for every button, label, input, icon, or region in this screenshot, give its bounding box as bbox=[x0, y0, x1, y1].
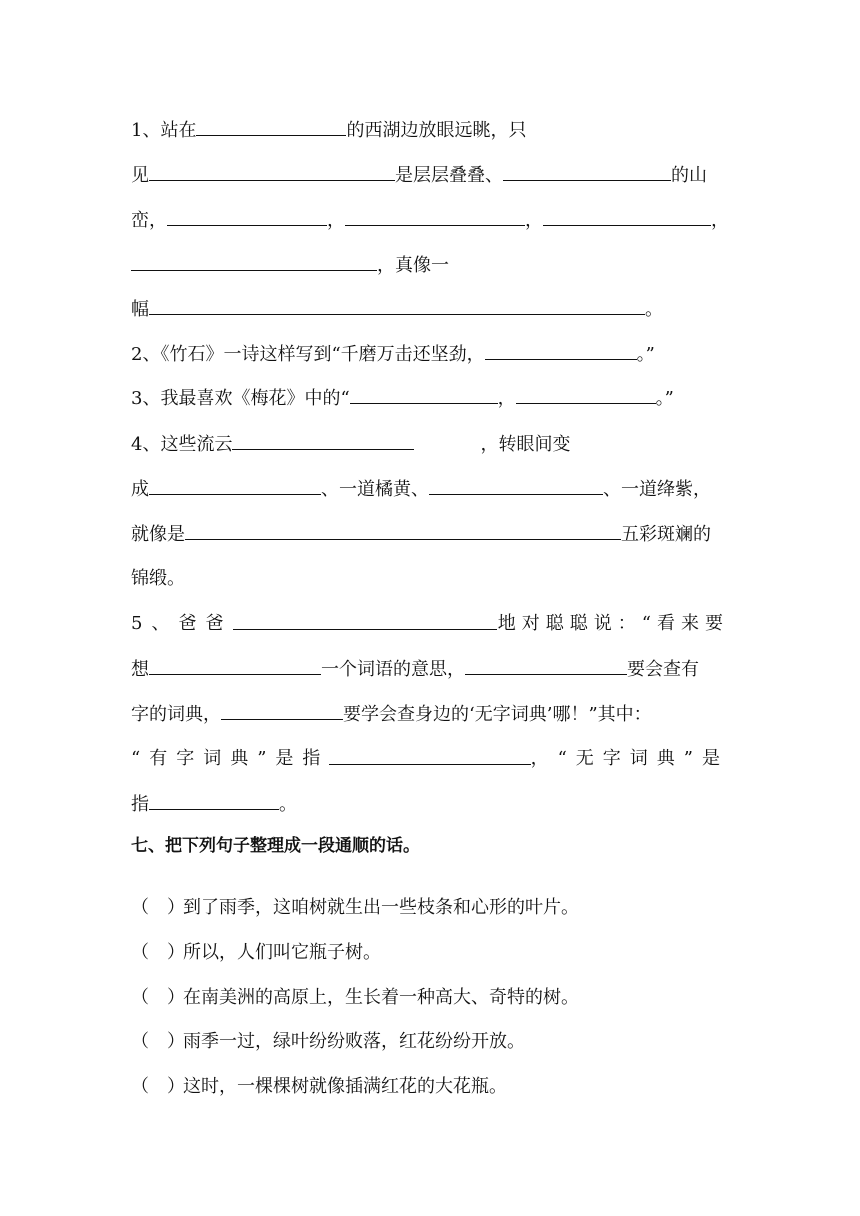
order-paren[interactable]: （ ） bbox=[131, 1031, 185, 1052]
q4-blank-1[interactable] bbox=[232, 431, 414, 450]
q5-text: “有字词典”是指 bbox=[131, 748, 330, 769]
q1-blank-6[interactable] bbox=[543, 207, 711, 226]
q5-text: 。 bbox=[279, 794, 297, 815]
q3-blank-1[interactable] bbox=[350, 385, 498, 404]
q4-blank-3[interactable] bbox=[429, 476, 603, 495]
sentence-text: 到了雨季，这咱树就生出一些枝条和心形的叶片。 bbox=[183, 897, 579, 918]
q5-blank-2[interactable] bbox=[149, 656, 321, 675]
sentence-text: 在南美洲的高原上，生长着一种高大、奇特的树。 bbox=[183, 987, 579, 1008]
q2-text: 2、《竹石》一诗这样写到“千磨万击还坚劲， bbox=[131, 344, 485, 365]
q1-blank-2[interactable] bbox=[149, 162, 395, 181]
q5-text: 一个词语的意思， bbox=[321, 659, 465, 680]
q3-line bbox=[131, 385, 674, 412]
q1-text: 峦， bbox=[131, 210, 167, 231]
q5-blank-6[interactable] bbox=[149, 791, 279, 810]
q1-line-1 bbox=[131, 117, 526, 144]
q1-blank-1[interactable] bbox=[196, 117, 346, 136]
q5-blank-4[interactable] bbox=[221, 701, 343, 720]
q1-line-4 bbox=[131, 252, 449, 279]
q1-blank-8[interactable] bbox=[149, 296, 645, 315]
q5-line-4 bbox=[131, 746, 729, 772]
q5-line-2 bbox=[131, 656, 699, 683]
q5-line-1 bbox=[131, 611, 729, 637]
section-7-heading: 七、把下列句子整理成一段通顺的话。 bbox=[131, 836, 420, 856]
list-item bbox=[131, 1074, 507, 1100]
q5-blank-1[interactable] bbox=[233, 611, 497, 630]
sentence-text: 雨季一过，绿叶纷纷败落，红花纷纷开放。 bbox=[183, 1031, 525, 1052]
q1-text: ， bbox=[327, 210, 345, 231]
q2-line bbox=[131, 341, 655, 368]
q5-line-3 bbox=[131, 701, 652, 728]
q5-text: 要会查有 bbox=[627, 659, 699, 680]
q5-text: ，“无字词典”是 bbox=[530, 748, 729, 769]
q4-text: 五彩斑斓的 bbox=[621, 524, 711, 545]
q4-line-2 bbox=[131, 476, 711, 503]
list-item bbox=[131, 895, 579, 921]
list-item bbox=[131, 940, 381, 966]
q4-text: 锦缎。 bbox=[131, 568, 185, 589]
q5-text: 指 bbox=[131, 794, 149, 815]
q4-text: 、一道绛紫， bbox=[603, 479, 711, 500]
q5-text: 地对聪聪说：“看来要 bbox=[497, 613, 729, 634]
q1-text: 的山 bbox=[671, 165, 707, 186]
q1-text: ， bbox=[711, 210, 729, 231]
order-paren[interactable]: （ ） bbox=[131, 897, 185, 918]
q1-line-3 bbox=[131, 207, 729, 234]
q4-text: 就像是 bbox=[131, 524, 185, 545]
q1-text: 幅 bbox=[131, 299, 149, 320]
q1-blank-5[interactable] bbox=[345, 207, 525, 226]
q1-text: ， bbox=[525, 210, 543, 231]
q5-text: 要学会查身边的‘无字词典’哪！”其中： bbox=[343, 704, 652, 725]
q4-line-1 bbox=[131, 431, 570, 458]
q5-line-5 bbox=[131, 791, 297, 818]
q4-text: 4、这些流云 bbox=[131, 434, 233, 455]
q4-text: 、一道橘黄、 bbox=[321, 479, 429, 500]
q3-end: 。” bbox=[655, 388, 674, 409]
q1-blank-3[interactable] bbox=[503, 162, 671, 181]
q4-blank-2[interactable] bbox=[149, 476, 321, 495]
list-item bbox=[131, 985, 579, 1011]
q1-text: 见 bbox=[131, 165, 149, 186]
sentence-text: 所以，人们叫它瓶子树。 bbox=[183, 942, 381, 963]
q1-text: 是层层叠叠、 bbox=[395, 165, 503, 186]
q5-text: 5、爸爸 bbox=[131, 613, 233, 634]
q1-line-2 bbox=[131, 162, 707, 189]
q3-text: 3、我最喜欢《梅花》中的“ bbox=[131, 388, 350, 409]
q1-text: 的西湖边放眼远眺，只 bbox=[346, 120, 527, 141]
q5-text: 想 bbox=[131, 659, 149, 680]
q1-text: 。 bbox=[645, 299, 663, 320]
q1-line-5 bbox=[131, 296, 663, 323]
q4-text: 成 bbox=[131, 479, 149, 500]
q5-blank-5[interactable] bbox=[329, 746, 530, 765]
q4-text: ，转眼间变 bbox=[480, 434, 571, 455]
q4-blank-4[interactable] bbox=[185, 521, 621, 540]
q5-blank-3[interactable] bbox=[465, 656, 627, 675]
q1-number: 1、 bbox=[131, 120, 161, 141]
sentence-text: 这时，一棵棵树就像插满红花的大花瓶。 bbox=[183, 1076, 507, 1097]
q3-blank-2[interactable] bbox=[516, 385, 656, 404]
q4-line-4 bbox=[131, 566, 185, 592]
q1-blank-4[interactable] bbox=[167, 207, 327, 226]
q1-blank-7[interactable] bbox=[131, 252, 377, 271]
q2-blank[interactable] bbox=[485, 341, 637, 360]
list-item bbox=[131, 1029, 525, 1055]
q3-mid: ， bbox=[497, 388, 516, 409]
q1-text: ，真像一 bbox=[377, 255, 449, 276]
order-paren[interactable]: （ ） bbox=[131, 987, 185, 1008]
q1-text: 站在 bbox=[160, 120, 197, 141]
q2-end: 。” bbox=[636, 344, 655, 365]
q5-text: 字的词典， bbox=[131, 704, 221, 725]
q4-line-3 bbox=[131, 521, 711, 548]
order-paren[interactable]: （ ） bbox=[131, 1076, 185, 1097]
order-paren[interactable]: （ ） bbox=[131, 942, 185, 963]
